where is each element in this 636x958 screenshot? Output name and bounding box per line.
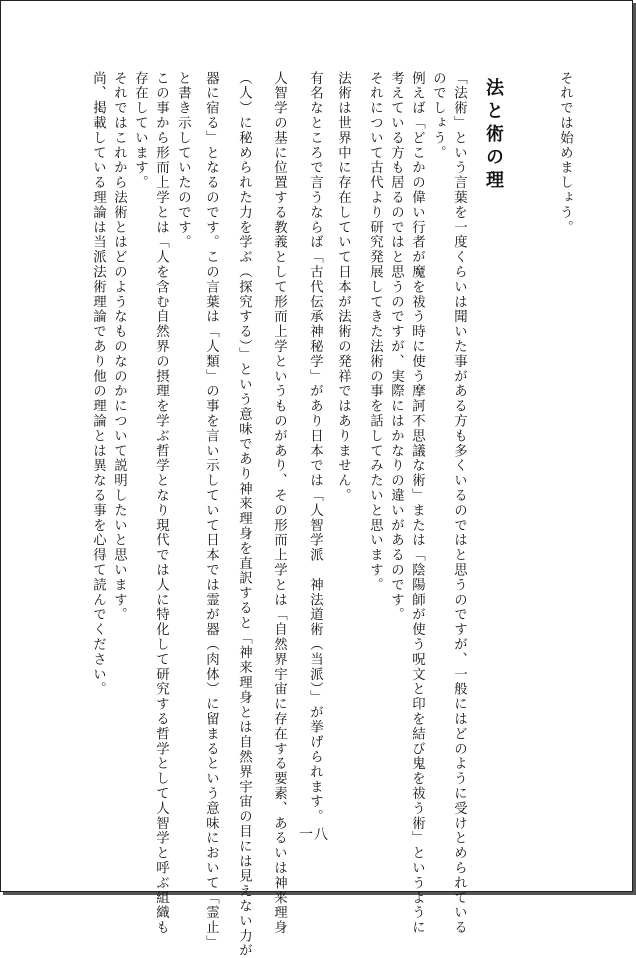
text-column-11: 器に宿る」となるのです。この言葉は「人類」の事を言い示していて日本では霊が器（肉体）に留まるという意味において「霊止」 [203, 71, 219, 951]
text-column-4: 例えば「どこかの偉い行者が魔を祓う時に使う摩訶不思議な術」または「陰陽師が使う呪文と印を結び鬼を祓う術」というように [409, 71, 425, 936]
text-column-1: それでは始めましょう。 [557, 71, 573, 235]
text-column-13: この事から形而上学とは「人を含む自然界の摂理を学ぶ哲学となり現代では人に特化して研究する哲学として人智学と呼ぶ組織も [153, 71, 169, 936]
text-column-16: 尚、掲載している理論は当派法術理論であり他の理論とは異なる事を心得て読んでください。 [90, 71, 106, 697]
text-column-8: 有名なところで言うならば「古代伝承神秘学」があり日本では「人智学派 神法道術（当派）」が挙げられます。 [307, 71, 323, 825]
page-number: 一八 [299, 827, 329, 843]
text-column-5: 考えている方も居るのではと思うのですが、実際にはかなりの違いがあるのです。 [388, 71, 404, 623]
text-column-7: 法術は世界中に存在していて日本が法術の発祥ではありません。 [335, 71, 351, 504]
text-column-3: のでしょう。 [430, 71, 446, 161]
text-column-2: 「法術」という言葉を一度くらいは聞いた事がある方も多くいるのではと思うのですが、一般にはどのように受けとめられている [451, 71, 467, 936]
text-column-12: と書き示していたのです。 [175, 71, 191, 250]
text-column-9: 人智学の基に位置する教義として形而上学というものがあり、その形而上学とは「自然界宇宙に存在する要素、あるいは神来理身 [271, 71, 287, 936]
section-heading: 法と術の理 [483, 78, 504, 193]
text-column-10: （人）に秘められた力を学ぶ（探究する）」という意味であり神来理身を直訳すると「神来理身とは自然界宇宙の目には見えない力が [236, 71, 252, 958]
text-column-14: 存在しています。 [132, 71, 148, 191]
text-column-15: それではこれから法術とはどのようなものなのかについて説明したいと思います。 [111, 71, 127, 623]
text-column-6: それについて古代より研究発展してきた法術の事を話してみたいと思います。 [367, 71, 383, 593]
